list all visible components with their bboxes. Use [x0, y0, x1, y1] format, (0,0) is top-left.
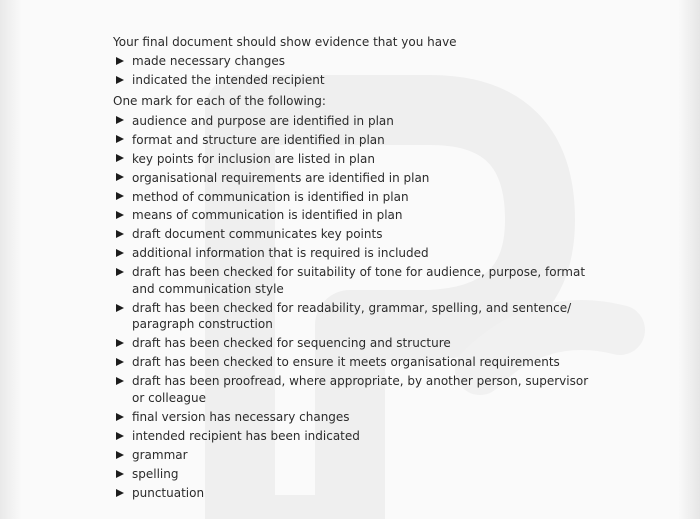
- marks-intro-text: One mark for each of the following:: [113, 94, 326, 109]
- list-item: [113, 206, 593, 225]
- list-item: [113, 130, 593, 149]
- list-item-text: key points for inclusion are listed in plan: [132, 151, 375, 166]
- list-item: [113, 427, 593, 446]
- list-item-text: means of communication is identified in plan: [132, 208, 403, 223]
- triangle-bullet-icon: [116, 358, 124, 366]
- list-item-text: grammar: [132, 447, 188, 462]
- list-item: [113, 71, 593, 90]
- list-item-text: additional information that is required is included: [132, 246, 429, 261]
- triangle-bullet-icon: [116, 432, 124, 440]
- list-item: [113, 111, 593, 130]
- list-item-text: punctuation: [132, 485, 205, 500]
- list-item: [113, 149, 593, 168]
- list-item: [113, 187, 593, 206]
- list-item-text: draft has been proofread, where appropriate, by another person, supervisor or colleague: [132, 374, 589, 405]
- intro-text: Your final document should show evidence that you have: [113, 35, 457, 49]
- list-item-text: indicated the intended recipient: [132, 73, 325, 88]
- list-item-text: format and structure are identified in plan: [132, 132, 385, 147]
- list-item-text: audience and purpose are identified in plan: [132, 113, 394, 128]
- triangle-bullet-icon: [116, 57, 124, 65]
- list-item: [113, 244, 593, 263]
- list-item: [113, 408, 593, 427]
- triangle-bullet-icon: [116, 135, 124, 143]
- list-item-text: draft has been checked to ensure it meets organisational requirements: [132, 355, 560, 370]
- list-item: [113, 372, 593, 407]
- list-item: [113, 353, 593, 372]
- list-item: [113, 465, 593, 484]
- triangle-bullet-icon: [116, 489, 124, 497]
- list-item-text: spelling: [132, 466, 179, 481]
- triangle-bullet-icon: [116, 154, 124, 162]
- list-item: [113, 225, 593, 244]
- list-item: [113, 484, 593, 503]
- triangle-bullet-icon: [116, 339, 124, 347]
- list-item-text: organisational requirements are identified in plan: [132, 170, 430, 185]
- triangle-bullet-icon: [116, 413, 124, 421]
- triangle-bullet-icon: [116, 211, 124, 219]
- list-item-text: method of communication is identified in plan: [132, 189, 409, 204]
- marks-list: [113, 111, 593, 502]
- triangle-bullet-icon: [116, 268, 124, 276]
- list-item: [113, 168, 593, 187]
- list-item-text: intended recipient has been indicated: [132, 428, 360, 443]
- list-item-text: draft has been checked for sequencing and structure: [132, 336, 451, 351]
- triangle-bullet-icon: [116, 451, 124, 459]
- triangle-bullet-icon: [116, 377, 124, 385]
- triangle-bullet-icon: [116, 76, 124, 84]
- triangle-bullet-icon: [116, 192, 124, 200]
- triangle-bullet-icon: [116, 304, 124, 312]
- list-item: [113, 446, 593, 465]
- triangle-bullet-icon: [116, 230, 124, 238]
- list-item-text: draft has been checked for suitability of tone for audience, purpose, format and communication style: [132, 265, 586, 296]
- list-item-text: draft document communicates key points: [132, 227, 383, 242]
- triangle-bullet-icon: [116, 249, 124, 257]
- list-item-text: draft has been checked for readability, grammar, spelling, and sentence/ paragraph construction: [132, 300, 572, 332]
- list-item-text: final version has necessary changes: [132, 409, 350, 424]
- list-item-text: made necessary changes: [132, 54, 285, 69]
- document-content: [113, 33, 593, 503]
- list-item: [113, 299, 593, 334]
- triangle-bullet-icon: [116, 470, 124, 478]
- evidence-list: [113, 52, 593, 90]
- triangle-bullet-icon: [116, 116, 124, 124]
- triangle-bullet-icon: [116, 173, 124, 181]
- list-item: [113, 52, 593, 71]
- list-item: [113, 334, 593, 353]
- list-item: [113, 263, 593, 298]
